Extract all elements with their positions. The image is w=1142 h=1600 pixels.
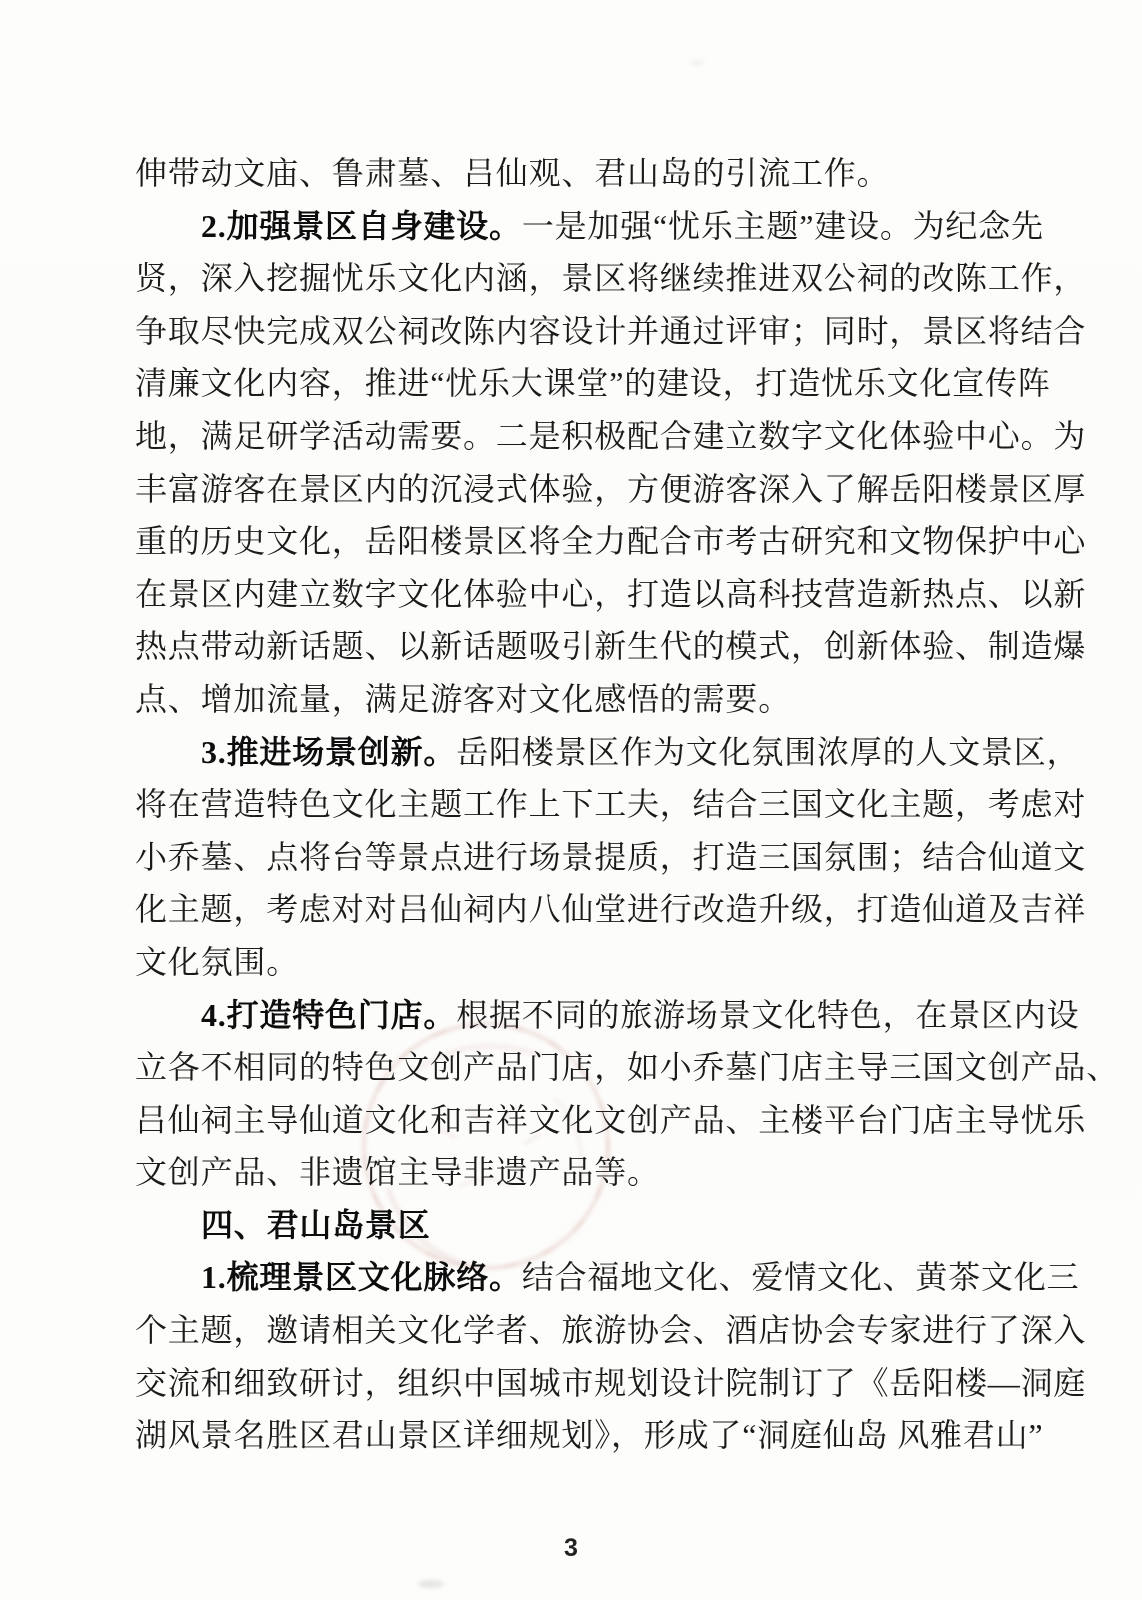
text-line	[135, 1357, 1087, 1410]
text-line	[135, 1304, 1087, 1357]
text-segment: 伸带动文庙、鲁肃墓、吕仙观、君山岛的引流工作。	[135, 155, 890, 191]
text-segment: 根据不同的旅游场景文化特色，在景区内设	[456, 996, 1080, 1033]
text-line	[135, 410, 1087, 463]
scan-artifact	[690, 60, 704, 66]
text-line	[135, 305, 1087, 358]
text-segment: 清廉文化内容，推进“忧乐大课堂”的建设，打造忧乐文化宣传阵	[135, 365, 1051, 402]
text-segment: 文创产品、非遗馆主导非遗产品等。	[135, 1154, 660, 1191]
text-segment: 小乔墓、点将台等景点进行场景提质，打造三国氛围；结合仙道文	[135, 838, 1087, 875]
text-segment: 岳阳楼景区作为文化氛围浓厚的人文景区，	[456, 733, 1080, 770]
heading-segment: 四、君山岛景区	[201, 1206, 431, 1243]
text-segment: 立各不相同的特色文创产品门店，如小乔墓门店主导三国文创产品、	[135, 1049, 1120, 1086]
text-line	[135, 147, 1021, 200]
text-segment: 吕仙祠主导仙道文化和吉祥文化文创产品、主楼平台门店主导忧乐	[135, 1101, 1087, 1138]
text-segment: 重的历史文化，岳阳楼景区将全力配合市考古研究和文物保护中心	[135, 523, 1087, 560]
text-segment: 贤，深入挖掘忧乐文化内涵，景区将继续推进双公祠的改陈工作，	[135, 260, 1087, 297]
text-line	[135, 1251, 1080, 1304]
text-segment: 丰富游客在景区内的沉浸式体验，方便游客深入了解岳阳楼景区厚	[135, 470, 1087, 507]
text-line	[135, 989, 1080, 1042]
text-line	[135, 883, 1087, 936]
scan-artifact	[418, 1580, 444, 1588]
text-segment: 文化氛围。	[135, 943, 300, 980]
text-segment: 一是加强“忧乐主题”建设。为纪念先	[521, 207, 1044, 244]
text-line	[135, 357, 1051, 410]
text-segment: 化主题，考虑对对吕仙祠内八仙堂进行改造升级，打造仙道及吉祥	[135, 891, 1087, 928]
text-segment: 交流和细致研讨，组织中国城市规划设计院制订了《岳阳楼—洞庭	[135, 1364, 1087, 1401]
page-number: 3	[564, 1534, 578, 1562]
text-segment: 个主题，邀请相关文化学者、旅游协会、酒店协会专家进行了深入	[135, 1312, 1087, 1349]
text-line	[135, 673, 1021, 726]
text-line	[135, 1146, 1021, 1199]
text-line	[135, 568, 1087, 621]
text-segment: 点、增加流量，满足游客对文化感悟的需要。	[135, 680, 792, 717]
text-segment: 在景区内建立数字文化体验中心，打造以高科技营造新热点、以新	[135, 575, 1087, 612]
text-line	[135, 726, 1080, 779]
text-segment: 湖风景名胜区君山景区详细规划》，形成了“洞庭仙岛 风雅君山”	[135, 1417, 1044, 1454]
text-line	[135, 1409, 1044, 1462]
text-line	[135, 831, 1087, 884]
text-segment: 争取尽快完成双公祠改陈内容设计并通过评审；同时，景区将结合	[135, 312, 1087, 349]
text-line	[135, 1199, 1021, 1252]
text-segment: 将在营造特色文化主题工作上下工夫，结合三国文化主题，考虑对	[135, 786, 1087, 823]
text-segment: 地，满足研学活动需要。二是积极配合建立数字文化体验中心。为	[135, 417, 1087, 454]
text-line	[135, 1041, 1120, 1094]
heading-segment: 4.打造特色门店。	[201, 996, 457, 1033]
heading-segment: 3.推进场景创新。	[201, 733, 457, 770]
heading-segment: 2.加强景区自身建设。	[201, 207, 522, 244]
text-line	[135, 620, 1087, 673]
text-segment: 热点带动新话题、以新话题吸引新生代的模式，创新体验、制造爆	[135, 628, 1087, 665]
text-line	[135, 778, 1087, 831]
document-body	[135, 147, 1120, 1462]
text-line	[135, 200, 1044, 253]
text-line	[135, 515, 1087, 568]
text-line	[135, 463, 1087, 516]
text-line	[135, 252, 1087, 305]
text-line	[135, 936, 1021, 989]
text-line	[135, 1094, 1087, 1147]
heading-segment: 1.梳理景区文化脉络。	[201, 1259, 522, 1296]
text-segment: 结合福地文化、爱情文化、黄茶文化三	[521, 1259, 1080, 1296]
